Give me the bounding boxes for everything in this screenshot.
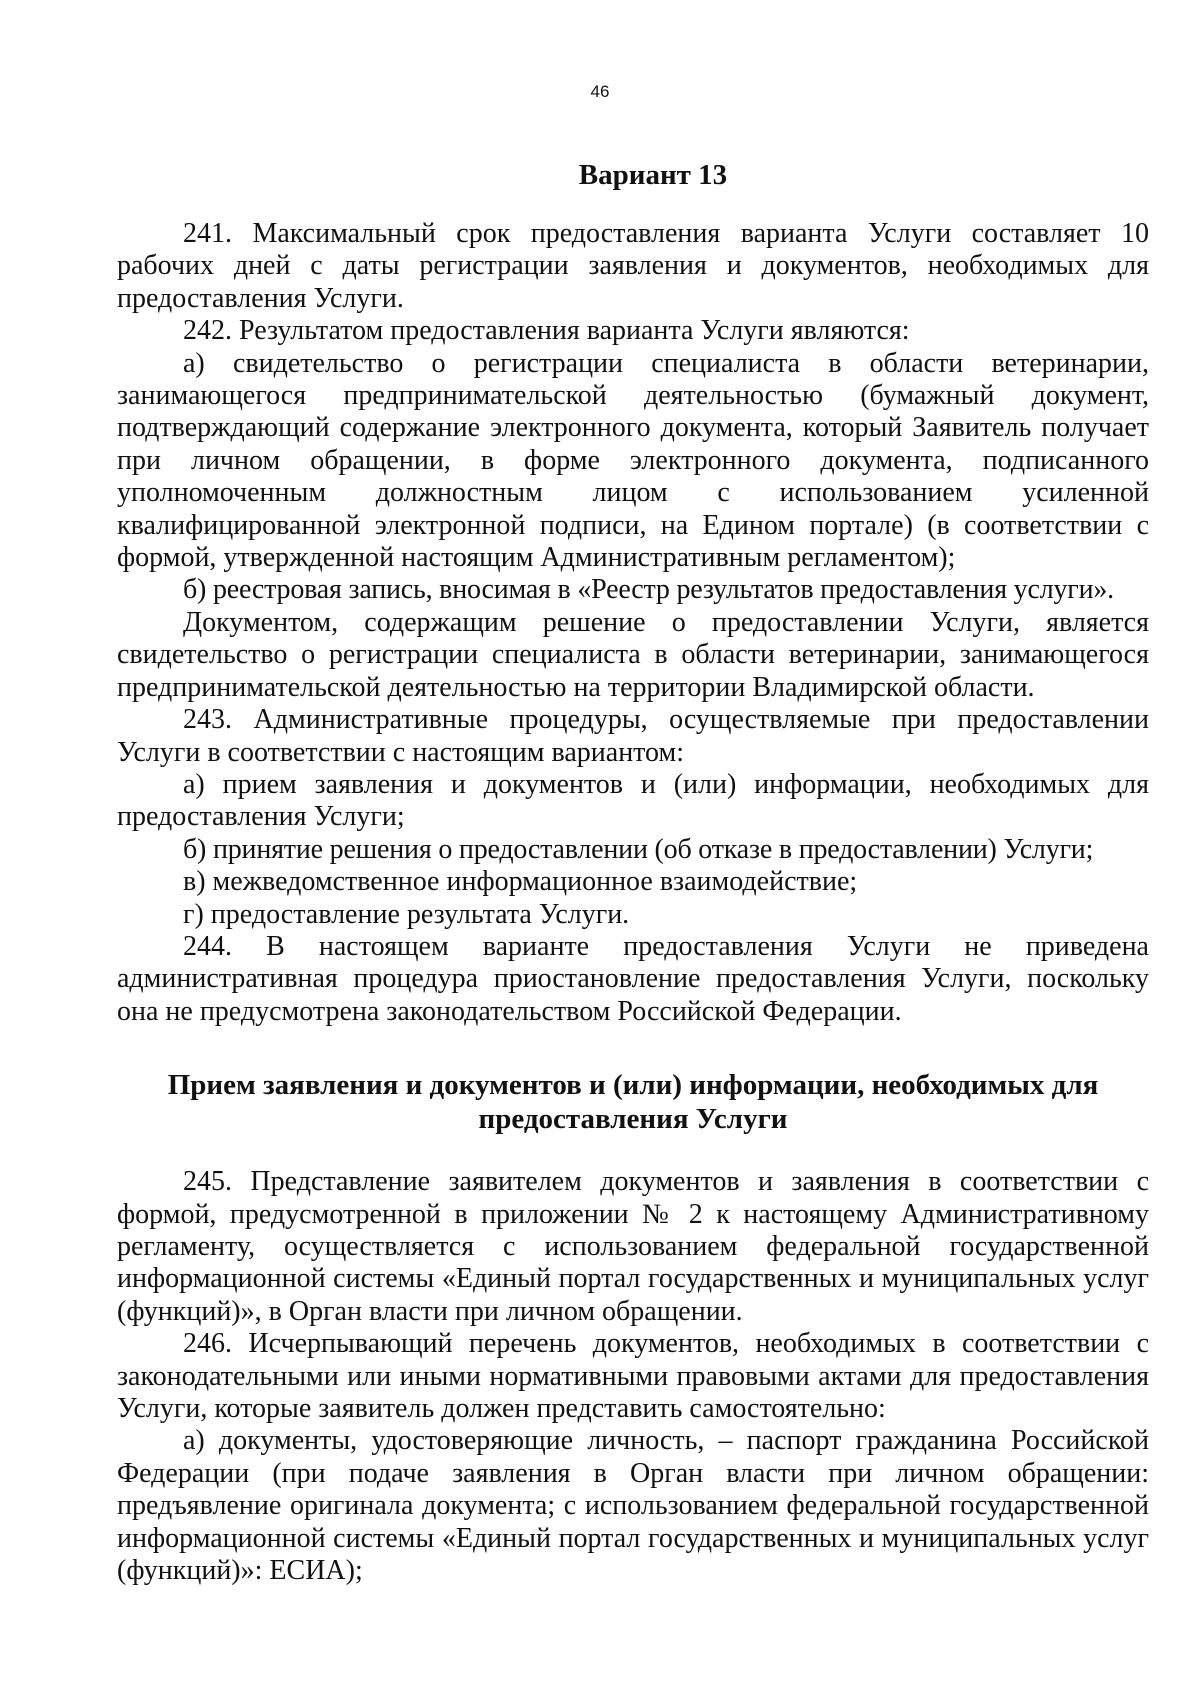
paragraph-242: 242. Результатом предоставления варианта Услуги являются: (183, 315, 910, 347)
paragraph-243-v: в) межведомственное информационное взаимодействие; (183, 866, 858, 898)
document-body (117, 158, 1149, 1587)
section-heading: Прием заявления и документов и (или) информации, необходимых для предоставления Услуги (167, 1069, 1099, 1136)
paragraph-242-a: а) свидетельство о регистрации специалиста в области ветеринарии, занимающегося предпринимательской деятельностью (бумажный документ, подтверждающий содержание электронного документа, который Заявитель получает при личном обращении, в форме электронного документа, подписанного уполномоченным должностным лицом с использованием усиленной квалифицированной электронной подписи, на Едином портале) (в соответствии с формой, утвержденной настоящим Административным регламентом); (117, 347, 1149, 574)
paragraph-242-b: б) реестровая запись, вносимая в «Реестр результатов предоставления услуги». (183, 574, 1114, 606)
paragraph-243-g: г) предоставление результата Услуги. (183, 898, 630, 930)
paragraph-243: 243. Административные процедуры, осуществляемые при предоставлении Услуги в соответствии с настоящим вариантом: (117, 704, 1149, 768)
page-number: 46 (590, 82, 610, 101)
paragraph-245: 245. Представление заявителем документов и заявления в соответствии с формой, предусмотренной в приложении № 2 к настоящему Административному регламенту, осуществляется с использованием федеральной государственной информационной системы «Единый портал государственных и муниципальных услуг (функций)», в Орган власти при личном обращении. (117, 1166, 1149, 1327)
paragraph-241: 241. Максимальный срок предоставления варианта Услуги составляет 10 рабочих дней с даты регистрации заявления и документов, необходимых для предоставления Услуги. (117, 218, 1149, 314)
variant-heading: Вариант 13 (578, 159, 728, 191)
paragraph-246: 246. Исчерпывающий перечень документов, необходимых в соответствии с законодательными или иными нормативными правовыми актами для предоставления Услуги, которые заявитель должен представить самостоятельно: (117, 1328, 1149, 1424)
paragraph-244: 244. В настоящем варианте предоставления Услуги не приведена административная процедура приостановление предоставления Услуги, поскольку она не предусмотрена законодательством Российской Федерации. (117, 930, 1149, 1027)
paragraph-243-a: а) прием заявления и документов и (или) информации, необходимых для предоставления Услуги; (117, 768, 1149, 833)
paragraph-246-a: а) документы, удостоверяющие личность, – паспорт гражданина Российской Федерации (при подаче заявления в Орган власти при личном обращении: предъявление оригинала документа; с использованием федеральной государственной информационной системы «Единый портал государственных и муниципальных услуг (функций)»: ЕСИА); (117, 1425, 1149, 1587)
paragraph-243-b: б) принятие решения о предоставлении (об отказе в предоставлении) Услуги; (183, 833, 1094, 865)
paragraph-decision-document: Документом, содержащим решение о предоставлении Услуги, является свидетельство о регистрации специалиста в области ветеринарии, занимающегося предпринимательской деятельностью на территории Владимирской области. (117, 606, 1149, 703)
